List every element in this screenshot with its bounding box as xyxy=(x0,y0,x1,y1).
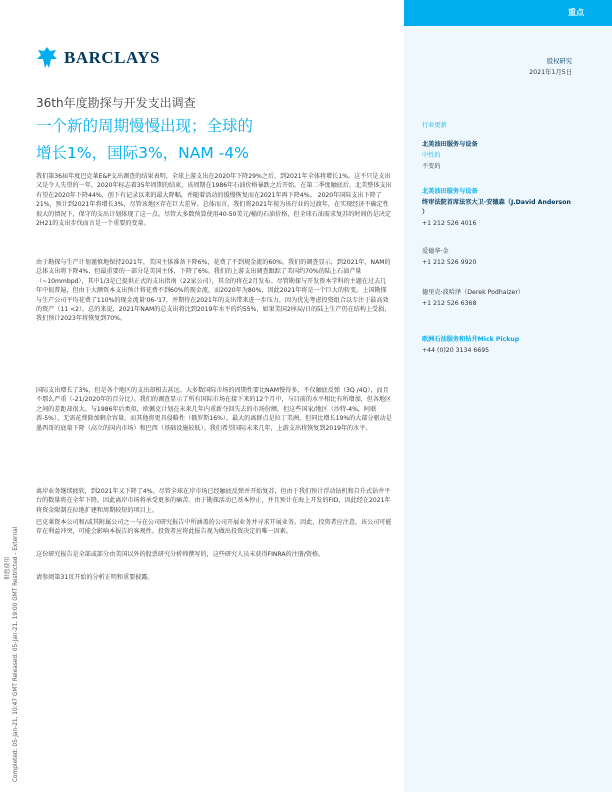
analyst-phone: +44 (0)20 3134 6695 xyxy=(422,347,490,354)
section-label: 行业更新 xyxy=(422,122,447,129)
barclays-logo xyxy=(36,46,160,70)
analyst-name-cont: ） xyxy=(422,209,429,216)
analyst-name: 德里克·波哈泽（Derek Podhaizer） xyxy=(422,289,525,296)
report-type: 股权研究 xyxy=(546,58,572,65)
report-meta xyxy=(529,56,572,78)
release-stamp xyxy=(13,510,27,782)
rating: 中性的 xyxy=(422,152,441,159)
report-title-line-2: 增长1%，国际3%，NAM -4% xyxy=(36,144,249,162)
usage-stamp xyxy=(2,540,12,580)
analyst-phone: +1 212 526 4016 xyxy=(422,220,477,227)
eu-team-title: 欧洲石油服务和钻井Mick Pickup xyxy=(422,336,520,343)
analyst-phone: +1 212 526 9920 xyxy=(422,259,477,266)
analyst-name: 爱德华·金 xyxy=(422,248,449,255)
release-stamp-text: Completed: 05-Jan-21, 10:47 GMT Released: 05-Jan-21, 19:00 GMT Restricted - External xyxy=(13,526,19,782)
disclosure-paragraph: 这份研究报告是全部或部分由美国以外的股票研究分析师撰写的，这些研究人员未获得FINRA的注册/资格。 xyxy=(36,551,325,558)
brand-name: BARCLAYS xyxy=(64,48,160,67)
eagle-icon xyxy=(36,46,58,70)
column-divider xyxy=(398,0,400,792)
disclosure-link[interactable]: 请参阅第31页开始的分析正明和重要披露。 xyxy=(36,574,154,581)
paragraph: 国际支出增长了3%，但是各个地区的支出却相去甚远。大多数国际市场的周期性要比NAM慢得多，不仅触底反弹（3Q /4Q），而且不那么严重（-21/2020年的百分比）。我们的调查显示了所有国际市场在接下来的12个月中，与目前的水平相比有所增加，但各地区之间的差距却很大。与1986年后类似，欧佩克计划在未来几年内重新夺回失去的市场份额，但这些国家/地区（沙特-4%，阿联酋-5%），无需花费除加剩余容量，而其他将更具侵略性（俄罗斯16%）。最大的离群点是拉丁美洲，但同比增长19%的大部分驱动是墨西哥的底量下降（高立的国内市场）和巴西（基础设施较低）。我们希望国际未来几年，上游支出将恢复到2019年的水平。 xyxy=(36,387,392,432)
analyst-phone: +1 212 526 6368 xyxy=(422,300,477,307)
analyst-name: 终审法院首席法官大卫·安德森（J.David Anderson xyxy=(422,199,571,206)
rating-change: 不变的 xyxy=(422,163,441,170)
industry-title: 北美油田服务与设备 xyxy=(422,141,478,148)
report-title-line-1: 一个新的周期慢慢出现；全球的 xyxy=(36,117,254,135)
paragraph: 离岸业务继续疲软，到2021年又下降了4%。尽管全球在岸市场已经触底反弹并开始复苏，但由于我们预计浮动钻机和自升式钻井平台的数量将在全年下降，因此离岸市场将承受更多的痛苦。由于勘探活动已基本停止，并且预计在海上开发的FID，因此经在2021年将资金限制在拉地扩建和周期较短的项目上。 xyxy=(36,488,391,514)
paragraph: 我们第36届年度巴克莱E&P支出调查的结果表明，全球上游支出在2020年下降29%之后，到2021年全体将增长1%。这不只是支出又是令人失望的一年，2020年标志着35年周期的结束，该周期在1986年石油价格暴跌之后开始。在第二季度触底后，北美整体支出有望在2020年下降44%，创下有记录以来的最大降幅，并随着活动的缓慢恢复而在2021年再下降4%。 2020年国际支出下降了21%，预计到2021年将增长3%，尽管该地区存在巨大差异。总体而言，我们将2021年视为该行业的过渡年，在实现经济不确定性很大的情况下，保守的支出计划体现了这一点。尽管大多数预算使用40-50美元/桶的石油价格，但全球石油需求复苏的时间仍是决定2H21的支出步伐而言是一个重要的变量。 xyxy=(36,173,392,228)
top-banner xyxy=(404,0,612,26)
sidebar-panel xyxy=(404,0,612,792)
report-date: 2021年1月5日 xyxy=(529,69,572,76)
paragraph: 由于勘探与生产计划谨慎地保持2021年，美国主体准备下降6%，花费了不到规金流的60%。我们的调查显示，到2021年，NAM的总体支出将下降4%，但最重要的一部分是美国主体，下降了6%。我们的上游支出调查跟踪了美国约70%的陆上石油产量（~10mmbpd），其中1/3是已提供正式的支出指南（22家公司），其余的将在2月发布。尽管勘探与开发资本学科的主题在过去几年中很普遍，但由于大额资本支出预计将花费不到60%的现金流，而2020年为80%，因此2021年将是一个巨大的转变。上国勘探与生产公司平均花费了110%的现金流量'06-'17，并期待在2021年的支出带来进一步压力，因为优先考虑投资组合以专注于最高效的资产（11 <2）。总的来说，2021年NAM的总支出将比到2019年水平的约55%，如果美国2座局/日的陆上生产仍在结构上受损，我们预计2023年将恢复到70%。 xyxy=(36,259,391,323)
disclosure-paragraph: 巴克莱资本公司和/或其附属公司之一与在公司研究报告中所涵盖的公司开展业务并寻求开展业务。因此，投资者应注意，该公司可能存在利益冲突，可能会影响本报告的客观性。投资者应将此报告视为做出投资决定的唯一因素。 xyxy=(36,519,392,536)
team-title: 北美油田服务与设备 xyxy=(422,188,478,195)
header-tag: 重点 xyxy=(568,8,584,17)
report-subtitle: 36th年度勘探与开发支出调查 xyxy=(36,96,196,110)
usage-stamp-text: 供您使用 xyxy=(5,556,11,580)
